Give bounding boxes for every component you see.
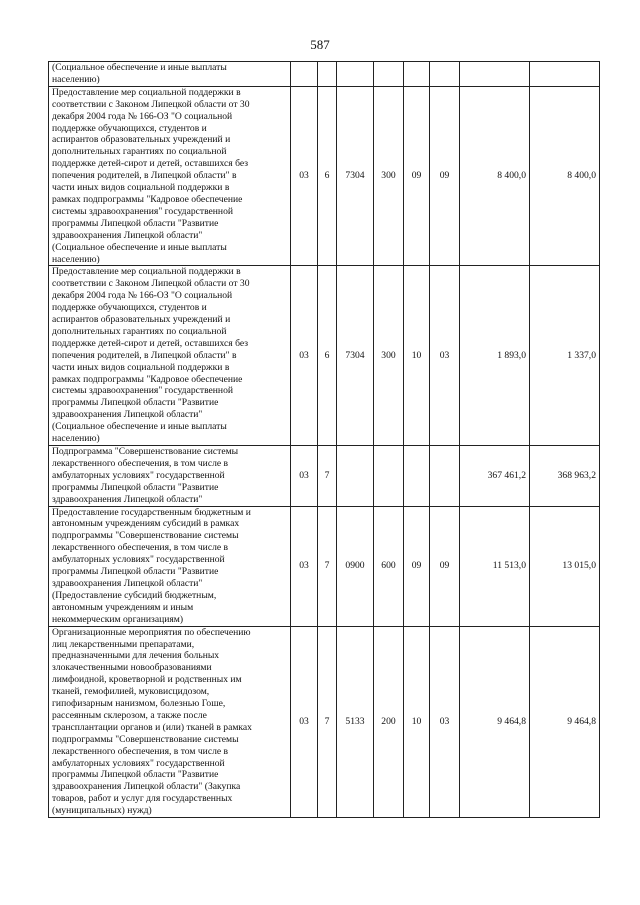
code-cell-4: 600 <box>374 506 404 626</box>
code-cell-5: 09 <box>404 86 430 266</box>
description-line: Подпрограмма "Совершенствование системы <box>52 446 239 457</box>
description-line: амбулаторных условиях" государственной <box>52 757 225 769</box>
code-cell-6: 03 <box>430 626 460 818</box>
description-line: лекарственного обеспечения, в том числе в <box>52 745 229 757</box>
amount-cell-1: 8 400,0 <box>460 86 530 266</box>
description-line: попечения родителей, в Липецкой области" в <box>52 170 237 182</box>
table-row <box>49 506 600 626</box>
description-cell <box>49 626 291 818</box>
amount-cell-2: 1 337,0 <box>530 266 600 446</box>
page-number: 587 <box>310 37 330 52</box>
code-cell-4: 300 <box>374 266 404 446</box>
table-row <box>49 626 600 818</box>
description-cell <box>49 506 291 626</box>
description-line: населению) <box>52 253 100 265</box>
budget-table <box>48 61 600 818</box>
description-line: тканей, гемофилией, муковисцидозом, <box>52 686 210 698</box>
description-line: (Социальное обеспечение и иные выплаты <box>52 62 227 73</box>
description-line: здравоохранения Липецкой области" <box>52 577 203 589</box>
amount-cell-2 <box>530 62 600 87</box>
code-cell-1 <box>291 62 318 87</box>
description-line: программы Липецкой области "Развитие <box>52 481 219 493</box>
code-cell-4: 200 <box>374 626 404 818</box>
description-line: лиц лекарственными препаратами, <box>52 638 195 650</box>
description-cell <box>49 62 291 87</box>
code-cell-5: 10 <box>404 266 430 446</box>
code-cell-1: 03 <box>291 446 318 507</box>
description-line: товаров, работ и услуг для государственных <box>52 793 233 805</box>
code-cell-1: 03 <box>291 86 318 266</box>
description-line: соответствии с Законом Липецкой области от 30 <box>52 98 250 110</box>
description-cell <box>49 266 291 446</box>
description-line: соответствии с Законом Липецкой области от 30 <box>52 278 250 290</box>
description-line: (Предоставление субсидий бюджетным, <box>52 589 217 601</box>
description-line: Организационные мероприятия по обеспечению <box>52 626 251 638</box>
code-cell-3 <box>337 62 374 87</box>
description-line: населению) <box>52 73 100 85</box>
description-line: дополнительных гарантиях по социальной <box>52 146 227 158</box>
description-line: населению) <box>52 433 100 445</box>
code-cell-2: 6 <box>318 266 337 446</box>
description-line: программы Липецкой области "Развитие <box>52 397 219 409</box>
code-cell-1: 03 <box>291 266 318 446</box>
description-line: (Социальное обеспечение и иные выплаты <box>52 241 227 253</box>
code-cell-3: 7304 <box>337 86 374 266</box>
amount-cell-2: 9 464,8 <box>530 626 600 818</box>
code-cell-2: 7 <box>318 626 337 818</box>
code-cell-6: 03 <box>430 266 460 446</box>
amount-cell-2: 8 400,0 <box>530 86 600 266</box>
description-line: здравоохранения Липецкой области" <box>52 493 203 505</box>
code-cell-3: 5133 <box>337 626 374 818</box>
description-line: предназначенными для лечения больных <box>52 650 220 662</box>
description-cell <box>49 446 291 507</box>
description-line: здравоохранения Липецкой области" <box>52 229 203 241</box>
table-body <box>49 62 600 818</box>
description-line: программы Липецкой области "Развитие <box>52 769 219 781</box>
amount-cell-2: 368 963,2 <box>530 446 600 507</box>
description-line: некоммерческим организациям) <box>52 613 184 625</box>
code-cell-6 <box>430 62 460 87</box>
amount-cell-1: 1 893,0 <box>460 266 530 446</box>
table-row <box>49 446 600 507</box>
code-cell-6: 09 <box>430 86 460 266</box>
code-cell-3 <box>337 446 374 507</box>
description-line: подпрограммы "Совершенствование системы <box>52 733 239 745</box>
code-cell-6 <box>430 446 460 507</box>
description-line: амбулаторных условиях" государственной <box>52 469 225 481</box>
description-line: декабря 2004 года № 166-ОЗ "О социальной <box>52 110 233 122</box>
code-cell-2: 7 <box>318 446 337 507</box>
description-line: дополнительных гарантиях по социальной <box>52 325 227 337</box>
description-line: поддержке детей-сирот и детей, оставшихся без <box>52 158 249 170</box>
code-cell-4 <box>374 446 404 507</box>
amount-cell-1 <box>460 62 530 87</box>
code-cell-2: 7 <box>318 506 337 626</box>
code-cell-1: 03 <box>291 506 318 626</box>
code-cell-2: 6 <box>318 86 337 266</box>
description-line: здравоохранения Липецкой области" <box>52 409 203 421</box>
description-line: поддержке обучающихся, студентов и <box>52 122 207 134</box>
code-cell-4 <box>374 62 404 87</box>
code-cell-5: 10 <box>404 626 430 818</box>
description-line: попечения родителей, в Липецкой области" в <box>52 349 237 361</box>
amount-cell-1: 367 461,2 <box>460 446 530 507</box>
amount-cell-1: 9 464,8 <box>460 626 530 818</box>
code-cell-4: 300 <box>374 86 404 266</box>
description-line: рамках подпрограммы "Кадровое обеспечение <box>52 373 243 385</box>
description-line: программы Липецкой области "Развитие <box>52 217 219 229</box>
description-line: амбулаторных условиях" государственной <box>52 554 225 566</box>
description-cell <box>49 86 291 266</box>
description-line: программы Липецкой области "Развитие <box>52 566 219 578</box>
description-line: Предоставление мер социальной поддержки в <box>52 86 241 98</box>
table-row <box>49 266 600 446</box>
description-line: поддержке обучающихся, студентов и <box>52 302 207 314</box>
code-cell-2 <box>318 62 337 87</box>
description-line: здравоохранения Липецкой области" (Закупка <box>52 781 241 793</box>
description-line: автономным учреждениям и иным <box>52 601 194 613</box>
description-line: аспирантов образовательных учреждений и <box>52 314 231 326</box>
description-line: рассеянным склерозом, а также после <box>52 709 207 721</box>
amount-cell-2: 13 015,0 <box>530 506 600 626</box>
code-cell-3: 7304 <box>337 266 374 446</box>
description-line: Предоставление государственным бюджетным и <box>52 506 251 518</box>
description-line: части иных видов социальной поддержки в <box>52 361 230 373</box>
description-line: (Социальное обеспечение и иные выплаты <box>52 421 227 433</box>
description-line: (муниципальных) нужд) <box>52 805 152 817</box>
table-row <box>49 86 600 266</box>
description-line: злокачественными новообразованиями <box>52 662 212 674</box>
description-line: рамках подпрограммы "Кадровое обеспечение <box>52 193 243 205</box>
description-line: лекарственного обеспечения, в том числе в <box>52 457 229 469</box>
description-line: лекарственного обеспечения, в том числе в <box>52 542 229 554</box>
code-cell-5: 09 <box>404 506 430 626</box>
amount-cell-1: 11 513,0 <box>460 506 530 626</box>
description-line: части иных видов социальной поддержки в <box>52 182 230 194</box>
description-line: лимфоидной, кроветворной и родственных им <box>52 674 242 686</box>
code-cell-1: 03 <box>291 626 318 818</box>
description-line: гипофизарным нанизмом, болезнью Гоше, <box>52 698 226 710</box>
description-line: Предоставление мер социальной поддержки в <box>52 266 241 278</box>
code-cell-5 <box>404 62 430 87</box>
description-line: трансплантации органов и (или) тканей в рамках <box>52 721 252 733</box>
table-row <box>49 62 600 87</box>
description-line: подпрограммы "Совершенствование системы <box>52 530 239 542</box>
description-line: автономным учреждениям субсидий в рамках <box>52 518 240 530</box>
description-line: поддержке детей-сирот и детей, оставшихся без <box>52 337 249 349</box>
description-line: системы здравоохранения" государственной <box>52 205 234 217</box>
code-cell-3: 0900 <box>337 506 374 626</box>
code-cell-5 <box>404 446 430 507</box>
description-line: декабря 2004 года № 166-ОЗ "О социальной <box>52 290 233 302</box>
description-line: системы здравоохранения" государственной <box>52 385 234 397</box>
code-cell-6: 09 <box>430 506 460 626</box>
description-line: аспирантов образовательных учреждений и <box>52 134 231 146</box>
